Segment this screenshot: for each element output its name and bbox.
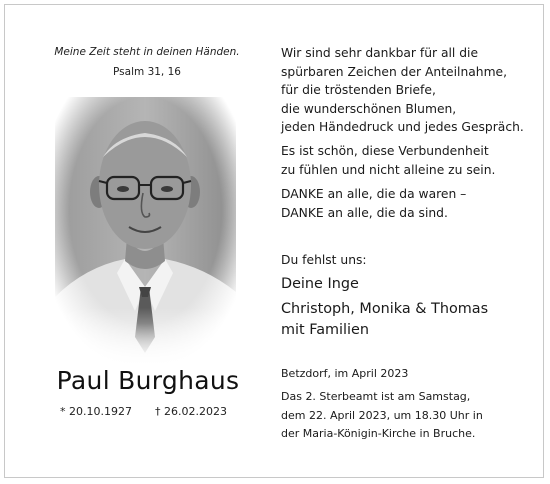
thanks-line: spürbaren Zeichen der Anteilnahme,: [281, 65, 508, 79]
portrait-photo: [55, 97, 236, 367]
life-dates: [60, 405, 227, 418]
family-line: Deine Inge: [281, 276, 359, 292]
motto-quote: Meine Zeit steht in deinen Händen.: [54, 46, 240, 58]
deceased-name: Paul Burghaus: [56, 366, 240, 395]
danke-line: DANKE an alle, die da waren –: [281, 187, 467, 201]
death-date: † 26.02.2023: [154, 405, 227, 418]
family-line: Christoph, Monika & Thomas: [281, 301, 489, 317]
service-line: Das 2. Sterbeamt ist am Samstag,: [281, 390, 471, 403]
birth-date: * 20.10.1927: [60, 405, 132, 418]
psalm-reference: Psalm 31, 16: [113, 66, 181, 78]
service-line: dem 22. April 2023, um 18.30 Uhr in: [281, 409, 483, 422]
right-column: [281, 0, 543, 484]
thanks-line: jeden Händedruck und jedes Gespräch.: [281, 120, 524, 134]
service-line: der Maria-Königin-Kirche in Bruche.: [281, 427, 476, 440]
danke-line: DANKE an alle, die da sind.: [281, 206, 448, 220]
thanks-line: Wir sind sehr dankbar für all die: [281, 46, 479, 60]
family-line: mit Familien: [281, 322, 369, 338]
place-date: Betzdorf, im April 2023: [281, 367, 409, 380]
connection-line: zu fühlen und nicht alleine zu sein.: [281, 163, 496, 177]
connection-line: Es ist schön, diese Verbundenheit: [281, 144, 489, 158]
missing-heading: Du fehlst uns:: [281, 253, 367, 267]
thanks-line: für die tröstenden Briefe,: [281, 83, 436, 97]
thanks-line: die wunderschönen Blumen,: [281, 102, 457, 116]
